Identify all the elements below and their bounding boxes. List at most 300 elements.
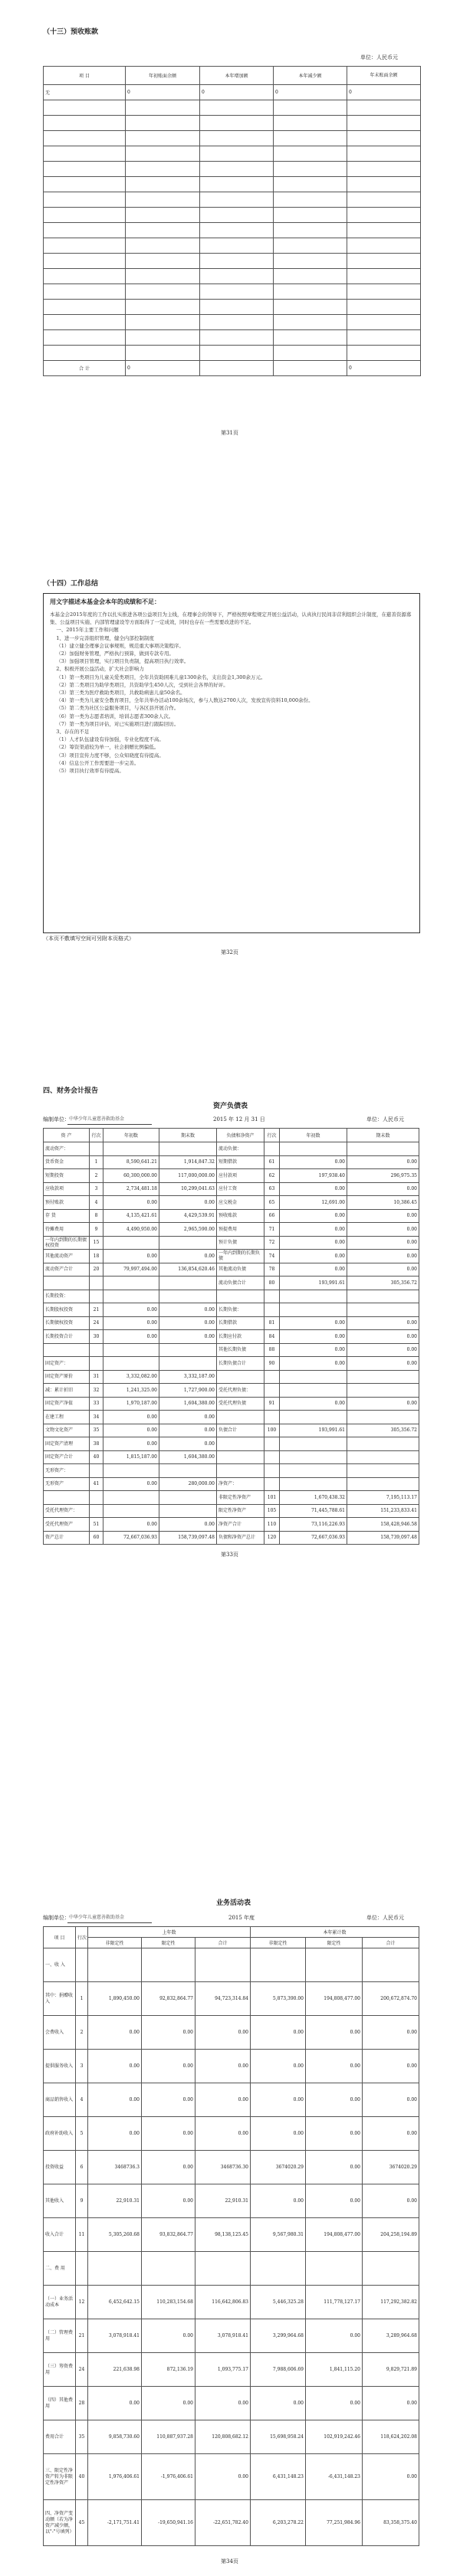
table-cell (126, 131, 200, 146)
table-cell (104, 1343, 159, 1357)
table-cell: 一年内到期的长期负债 (217, 1250, 264, 1263)
table-cell: 61 (264, 1155, 280, 1169)
table-cell: 0.00 (306, 2184, 363, 2218)
table-cell: 0.00 (104, 1411, 159, 1424)
table-cell: 预计负债 (217, 1236, 264, 1250)
table-cell (126, 177, 200, 192)
table-cell: 固定资产原价 (44, 1370, 90, 1384)
table-cell: 0.00 (347, 1397, 419, 1411)
table-cell (280, 1464, 347, 1478)
table-cell: 长期投资： (44, 1290, 90, 1303)
table-cell: 1 (90, 1155, 104, 1169)
table-cell: 197,938.40 (280, 1169, 347, 1183)
s13-h4: 年末账面余额 (347, 67, 421, 85)
table-cell: 6,452,642.15 (88, 2286, 142, 2319)
table-cell: 111,778,127.17 (306, 2286, 363, 2319)
table-row (44, 223, 421, 238)
table-cell: 0.00 (280, 1209, 347, 1223)
table-cell: 34 (90, 1411, 104, 1424)
table-cell (280, 1411, 347, 1424)
table-cell: 0.00 (280, 1155, 347, 1169)
table-cell: 0.00 (306, 2050, 363, 2083)
table-cell (104, 1277, 159, 1290)
table-row (44, 2016, 419, 2050)
table-cell (90, 1357, 104, 1371)
s13-unit: 单位：人民币元 (360, 54, 398, 61)
table-cell: 120 (264, 1531, 280, 1545)
table-cell: 1,604,380.00 (159, 1397, 217, 1411)
table-cell (104, 1504, 159, 1518)
table-cell: 0.00 (142, 2151, 196, 2184)
table-cell (200, 131, 274, 146)
table-cell: 0.00 (280, 1343, 347, 1357)
act-sh4: 限定性 (306, 1938, 363, 1948)
act-year: 2015 年度 (228, 1915, 255, 1921)
table-cell: 3674020.29 (363, 2151, 419, 2184)
table-row (44, 2319, 419, 2353)
table-cell: 3,289,964.68 (363, 2319, 419, 2353)
table-cell: 预收账款 (217, 1209, 264, 1223)
table-cell (200, 284, 274, 300)
table-cell (347, 162, 421, 177)
table-cell: 待摊费用 (44, 1223, 90, 1237)
table-row (44, 146, 421, 162)
table-cell: 101 (264, 1491, 280, 1505)
table-row (44, 1370, 419, 1384)
table-cell: 在建工程 (44, 1411, 90, 1424)
table-row (44, 1982, 419, 2016)
table-cell (142, 2252, 196, 2286)
table-cell: 116,642,806.83 (196, 2286, 251, 2319)
table-cell (347, 315, 421, 330)
table-cell: 一、收 入 (44, 1948, 76, 1982)
table-cell: 其中：捐赠收入 (44, 1982, 76, 2016)
table-cell: 0.00 (104, 1424, 159, 1437)
table-cell: 21 (90, 1303, 104, 1317)
act-body (44, 1948, 419, 2546)
table-cell: 1,976,406.61 (88, 2454, 142, 2500)
bs-h2: 年初数 (104, 1129, 159, 1142)
table-cell: 3,078,918.41 (88, 2319, 142, 2353)
table-cell (274, 192, 347, 208)
table-cell (274, 162, 347, 177)
table-cell: 1,841,115.20 (306, 2353, 363, 2387)
activity-table (43, 1926, 419, 2546)
table-cell (44, 315, 126, 330)
table-row (44, 177, 421, 192)
table-cell (44, 131, 126, 146)
bs-header-row (44, 1129, 419, 1142)
table-cell: 0.00 (251, 2184, 306, 2218)
table-cell (200, 116, 274, 131)
table-cell: 受托代理资产 (44, 1518, 90, 1532)
table-cell (347, 1290, 419, 1303)
table-row (44, 284, 421, 300)
s13-title: （十三）预收账款 (43, 28, 99, 36)
table-cell: 3468736.3 (88, 2151, 142, 2184)
table-row (44, 1196, 419, 1210)
act-sh5: 合计 (363, 1938, 419, 1948)
table-cell (126, 162, 200, 177)
table-row (44, 1223, 419, 1237)
table-cell: 长期投资合计 (44, 1330, 90, 1344)
bs-org-underline (67, 1124, 152, 1125)
table-cell: 193,991.61 (280, 1277, 347, 1290)
table-cell: 0.00 (88, 2117, 142, 2151)
table-cell: 10,386.45 (347, 1196, 419, 1210)
table-cell: 0.00 (104, 1250, 159, 1263)
table-cell: 77,251,984.96 (306, 2500, 363, 2546)
table-cell: 158,428,946.58 (347, 1518, 419, 1532)
table-cell: 15,698,958.24 (251, 2420, 306, 2454)
table-cell (159, 1464, 217, 1478)
table-cell (274, 254, 347, 269)
table-cell: 1,727,900.00 (159, 1384, 217, 1398)
table-cell: 51 (90, 1518, 104, 1532)
table-cell: 0.00 (280, 1236, 347, 1250)
table-cell (217, 1464, 264, 1478)
act-header-row-1 (44, 1927, 419, 1938)
table-cell: 158,739,097.48 (347, 1531, 419, 1545)
table-cell: 71,445,788.61 (280, 1504, 347, 1518)
table-cell (126, 300, 200, 315)
table-row (44, 162, 421, 177)
table-cell (126, 238, 200, 254)
s14-body-text: 本基金会2015年度的工作以扎实推进各项公益项目为主线，在理事会的领导下，严格按照章程规定开展公益活动，认真执行民间非营利组织会计制度，在慈善资源募集、公益项目实施、内部管理建设等方面取得了一定成效，同时也存在一些需要改进的不足。 一、2015年主要工作和问题 1、进一步完善组织管理，健全内部控制制度 （1）建立健全理事会议事规则，规范重大事项决策程序。 （2）加强财务管理，严格执行预算，做到专款专用。 （3）加强项目管理，实行项目负责制，提高项目执行效率。 2、积极开展公益活动，扩大社会影响力 （1）第一类项目为儿童关爱类项目，全年共资助困难儿童1300余名，支出资金1,300余万元。 （2）第二类项目为助学类项目，共资助学生450人次，受到社会各界的好评。 （3）第三类为医疗救助类项目，共救助病患儿童50余名。 （4）第一类为儿童安全教育项目，全年共举办活动100余场次，参与人数达2700人次，发放宣传资料10,000余份。 （5）第二类为社区公益服务项目，与各区县开展合作。 （6）第一类为志愿者培训，培训志愿者300余人次。 （7）第一类为项目评估，对已实施项目进行跟踪回访。 3、存在的不足 （1）人才队伍建设有待加强，专业化程度不高。 （2）筹资渠道较为单一，社会捐赠比例偏低。 （3）项目宣传力度不够，公众知晓度有待提高。 （4）信息公开工作需要进一步完善。 （5）项目执行效率有待提高。 (50, 611, 412, 775)
table-cell (200, 269, 274, 284)
table-cell: 0.00 (363, 2050, 419, 2083)
table-cell: 6,203,278.22 (251, 2500, 306, 2546)
table-cell (363, 1948, 419, 1982)
table-cell: 0.00 (363, 2016, 419, 2050)
table-row (44, 1504, 419, 1518)
table-cell: 0.00 (347, 1209, 419, 1223)
table-cell (90, 1290, 104, 1303)
table-cell: 投资收益 (44, 2151, 76, 2184)
s13-page-number: 第31页 (221, 430, 238, 436)
table-cell (44, 269, 126, 284)
table-cell: 商品销售收入 (44, 2083, 76, 2117)
table-cell: 0.00 (88, 2050, 142, 2083)
table-cell (274, 208, 347, 223)
table-cell: 102,919,242.46 (306, 2420, 363, 2454)
table-cell (159, 1236, 217, 1250)
table-cell: 8 (90, 1209, 104, 1223)
table-cell: 4,135,421.61 (104, 1209, 159, 1223)
table-cell: 3,332,187.00 (159, 1370, 217, 1384)
table-cell: 0.00 (159, 1196, 217, 1210)
table-cell (126, 315, 200, 330)
table-row (44, 1155, 419, 1169)
table-cell: 31 (90, 1370, 104, 1384)
table-row (44, 1424, 419, 1437)
table-cell: 280,000.00 (159, 1477, 217, 1491)
act-title: 业务活动表 (216, 1899, 251, 1907)
table-cell: 0.00 (142, 2319, 196, 2353)
table-cell (347, 192, 421, 208)
table-cell (126, 346, 200, 361)
table-cell (200, 208, 274, 223)
act-sh1: 限定性 (142, 1938, 196, 1948)
table-cell (200, 238, 274, 254)
s13-h2: 本年增加额 (200, 67, 274, 85)
table-cell (280, 1384, 347, 1398)
table-cell (159, 1491, 217, 1505)
s13-r0-c2: 0 (200, 85, 274, 100)
table-cell (264, 1384, 280, 1398)
table-cell (76, 2252, 88, 2286)
table-cell: 固定资产： (44, 1357, 90, 1371)
table-cell (44, 192, 126, 208)
s13-r0-c0: 无 (44, 85, 126, 100)
table-cell: 0.00 (159, 1424, 217, 1437)
table-cell (200, 100, 274, 116)
table-cell: 9,829,721.89 (363, 2353, 419, 2387)
table-cell (200, 177, 274, 192)
table-cell: 22,910.31 (196, 2184, 251, 2218)
table-cell: 84 (264, 1330, 280, 1344)
table-cell (104, 1464, 159, 1478)
table-row (44, 2252, 419, 2286)
table-cell: 0.00 (142, 2387, 196, 2420)
table-cell (90, 1277, 104, 1290)
table-cell (264, 1290, 280, 1303)
table-cell: 负债合计 (217, 1424, 264, 1437)
table-cell: 66 (264, 1209, 280, 1223)
table-cell (347, 1437, 419, 1451)
table-cell: 40 (76, 2454, 88, 2500)
table-cell: 0.00 (306, 2319, 363, 2353)
table-cell: 158,739,097.48 (159, 1531, 217, 1545)
table-cell (104, 1290, 159, 1303)
bs-h0: 资 产 (44, 1129, 90, 1142)
table-cell: 0.00 (159, 1303, 217, 1317)
table-cell: 3674020.29 (251, 2151, 306, 2184)
table-cell (44, 330, 126, 346)
act-header-row-2 (44, 1938, 419, 1948)
table-cell: 90 (264, 1357, 280, 1371)
table-cell: 四、净资产变动额（若为净资产减少额，以"-"号填列） (44, 2500, 76, 2546)
table-cell (274, 131, 347, 146)
bs-h4: 负债和净资产 (217, 1129, 264, 1142)
table-cell (217, 1437, 264, 1451)
table-cell (347, 300, 421, 315)
table-cell: 2 (90, 1169, 104, 1183)
table-cell: 0.00 (347, 1250, 419, 1263)
bs-h5: 行次 (264, 1129, 280, 1142)
table-cell: 151,233,833.41 (347, 1504, 419, 1518)
table-cell: 货币资金 (44, 1155, 90, 1169)
table-cell (126, 330, 200, 346)
s13-total-row (44, 361, 421, 376)
table-cell (90, 1142, 104, 1156)
act-h-curr: 本年累计数 (251, 1927, 419, 1938)
table-cell (306, 1948, 363, 1982)
table-cell: 83,358,375.40 (363, 2500, 419, 2546)
table-cell: 2 (76, 2016, 88, 2050)
act-unit: 单位：人民币元 (366, 1915, 404, 1921)
table-cell (280, 1290, 347, 1303)
table-row (44, 1169, 419, 1183)
table-cell: 88 (264, 1343, 280, 1357)
table-cell: 固定资产清理 (44, 1437, 90, 1451)
s13-total-c2 (200, 361, 274, 376)
table-cell: 长期借款 (217, 1316, 264, 1330)
table-cell: 30 (90, 1330, 104, 1344)
table-cell: 0.00 (280, 1357, 347, 1371)
act-sh0: 非限定性 (88, 1938, 142, 1948)
table-cell (44, 284, 126, 300)
table-cell: 32 (90, 1384, 104, 1398)
table-cell: 24 (76, 2353, 88, 2387)
table-cell: 费用合计 (44, 2420, 76, 2454)
table-cell (44, 1343, 90, 1357)
table-cell: -22,651,782.40 (196, 2500, 251, 2546)
table-cell (280, 1303, 347, 1317)
s14-page-number: 第32页 (221, 949, 238, 955)
act-org-label: 编制单位： (43, 1915, 70, 1921)
table-cell: 38 (90, 1437, 104, 1451)
table-cell: 10,299,041.63 (159, 1182, 217, 1196)
table-cell (347, 223, 421, 238)
table-cell: 98,138,125.45 (196, 2218, 251, 2252)
bs-h1: 行次 (90, 1129, 104, 1142)
table-cell: 63 (264, 1182, 280, 1196)
table-row (44, 1450, 419, 1464)
table-cell (44, 177, 126, 192)
table-cell: 应付工资 (217, 1182, 264, 1196)
table-cell: 3 (90, 1182, 104, 1196)
table-cell (363, 2252, 419, 2286)
table-cell: 12 (76, 2286, 88, 2319)
table-cell (104, 1491, 159, 1505)
table-cell (274, 116, 347, 131)
table-cell (251, 1948, 306, 1982)
table-cell: （一）业务活动成本 (44, 2286, 76, 2319)
table-row (44, 2387, 419, 2420)
table-cell: 3,332,082.00 (104, 1370, 159, 1384)
table-cell: 92,832,864.77 (142, 1982, 196, 2016)
table-cell: 0.00 (251, 2016, 306, 2050)
act-org-underline (67, 1922, 152, 1923)
table-cell (200, 330, 274, 346)
table-cell: 9,858,730.60 (88, 2420, 142, 2454)
table-cell (274, 223, 347, 238)
table-cell: 无形资产 (44, 1477, 90, 1491)
table-cell: 0.00 (88, 2016, 142, 2050)
table-cell (159, 1357, 217, 1371)
table-cell: 28 (76, 2387, 88, 2420)
s13-h3: 本年减少额 (274, 67, 347, 85)
table-cell: 3,299,964.68 (251, 2319, 306, 2353)
table-row (44, 1142, 419, 1156)
table-cell (44, 300, 126, 315)
table-cell: 0.00 (104, 1518, 159, 1532)
table-cell (347, 177, 421, 192)
table-cell: 0.00 (104, 1330, 159, 1344)
table-cell: 0.00 (251, 2117, 306, 2151)
table-cell (44, 254, 126, 269)
table-cell: 存 货 (44, 1209, 90, 1223)
table-cell (44, 146, 126, 162)
table-cell: 6,431,148.23 (251, 2454, 306, 2500)
table-cell: 117,292,382.82 (363, 2286, 419, 2319)
table-cell: 0.00 (196, 2083, 251, 2117)
table-cell: 120,808,682.12 (196, 2420, 251, 2454)
table-cell: 其他长期负债 (217, 1343, 264, 1357)
table-cell: 0.00 (347, 1357, 419, 1371)
table-cell (264, 1370, 280, 1384)
table-cell (347, 1384, 419, 1398)
table-row (44, 1250, 419, 1263)
table-cell: （四）其他费用 (44, 2387, 76, 2420)
table-cell: 0.00 (159, 1316, 217, 1330)
table-cell: 22,910.31 (88, 2184, 142, 2218)
table-cell (347, 269, 421, 284)
table-cell: 1,815,187.00 (104, 1450, 159, 1464)
table-cell (200, 223, 274, 238)
table-cell: -19,650,941.16 (142, 2500, 196, 2546)
table-row (44, 1263, 419, 1277)
table-cell: 193,991.61 (280, 1424, 347, 1437)
table-cell (264, 1142, 280, 1156)
table-cell (217, 1411, 264, 1424)
table-cell: 0.00 (347, 1343, 419, 1357)
table-cell: 限定性净资产 (217, 1504, 264, 1518)
table-cell (44, 223, 126, 238)
bs-body (44, 1142, 419, 1545)
table-cell (126, 208, 200, 223)
table-cell: 会费收入 (44, 2016, 76, 2050)
table-row (44, 2500, 419, 2546)
act-sh2: 合计 (196, 1938, 251, 1948)
table-row (44, 1464, 419, 1478)
table-cell: 35 (90, 1424, 104, 1437)
table-row (44, 1343, 419, 1357)
table-cell: 7,195,113.17 (347, 1491, 419, 1505)
table-cell: 41 (90, 1477, 104, 1491)
table-cell (274, 300, 347, 315)
table-row (44, 1290, 419, 1303)
table-cell: 0.00 (142, 2016, 196, 2050)
table-cell: 5,305,260.68 (88, 2218, 142, 2252)
s14-title: （十四）工作总结 (43, 580, 99, 588)
bs-page-number: 第33页 (221, 1552, 238, 1558)
table-cell: 1,890,450.00 (88, 1982, 142, 2016)
table-cell (347, 208, 421, 223)
table-cell: 204,258,194.89 (363, 2218, 419, 2252)
table-cell: 二、费 用 (44, 2252, 76, 2286)
bs-h6: 年初数 (280, 1129, 347, 1142)
table-cell: 0.00 (363, 2184, 419, 2218)
table-cell (274, 346, 347, 361)
table-cell: 79,997,494.00 (104, 1263, 159, 1277)
table-cell: 短期借款 (217, 1155, 264, 1169)
table-cell (76, 1948, 88, 1982)
table-cell: 9,567,980.31 (251, 2218, 306, 2252)
table-cell (196, 2252, 251, 2286)
table-cell: 0.00 (347, 1182, 419, 1196)
table-cell: 45 (76, 2500, 88, 2546)
table-cell (264, 1450, 280, 1464)
table-cell: 73,116,226.93 (280, 1518, 347, 1532)
table-cell (280, 1450, 347, 1464)
table-cell: 长期应付款 (217, 1330, 264, 1344)
table-cell: 应付款项 (217, 1169, 264, 1183)
table-cell (90, 1504, 104, 1518)
s14-heading: 用文字描述本基金会本年的成绩和不足： (50, 598, 160, 605)
table-cell (251, 2252, 306, 2286)
